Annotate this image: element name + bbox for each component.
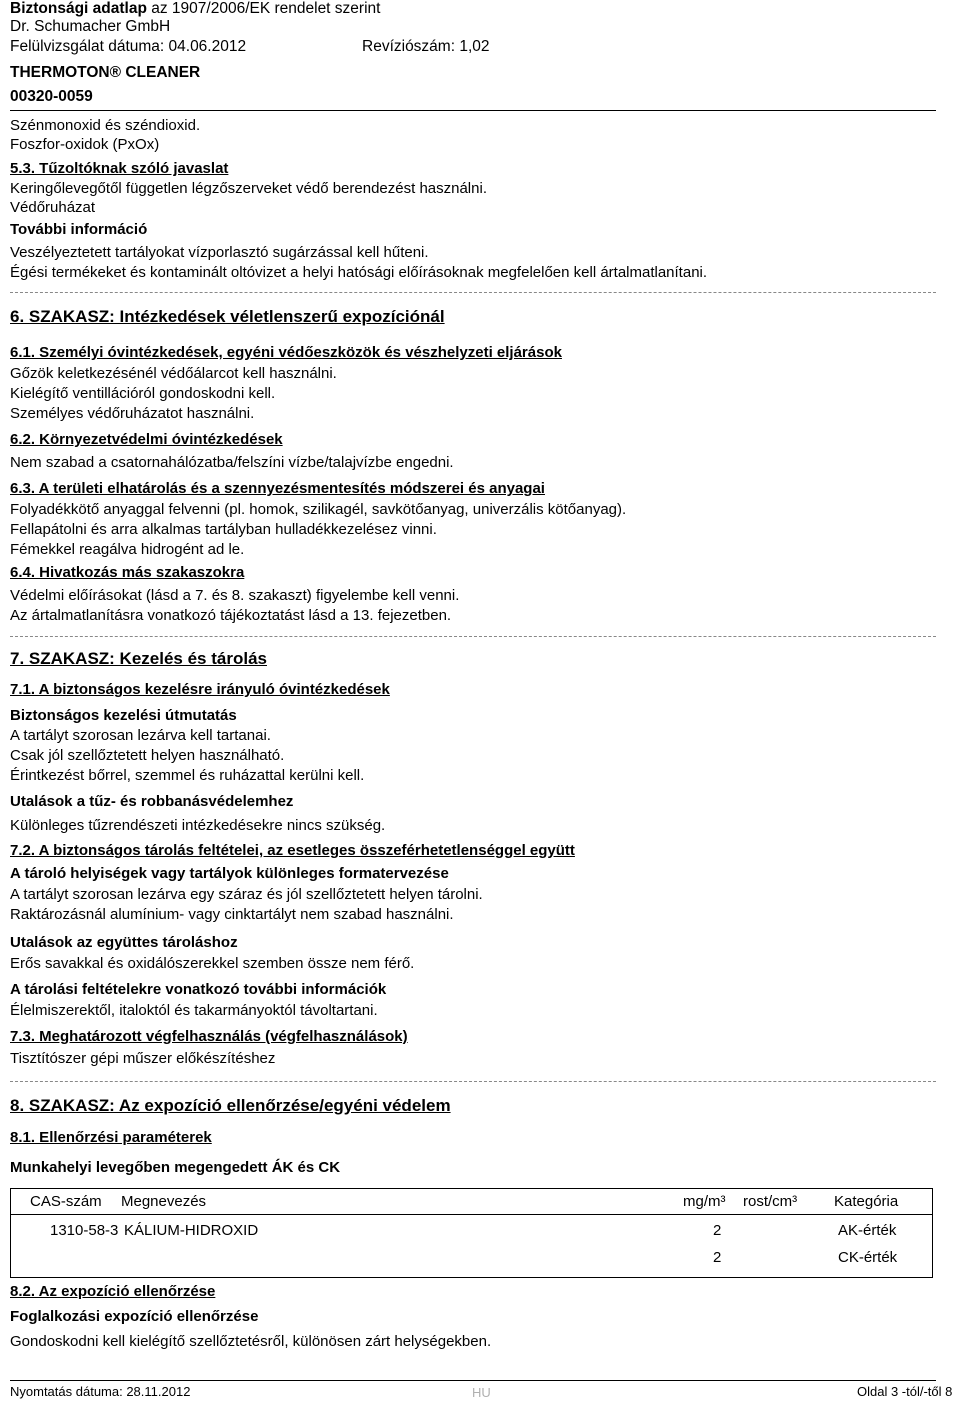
company-name: Dr. Schumacher GmbH (10, 18, 171, 35)
sub-heading: Utalások a tűz- és robbanásvédelemhez (10, 793, 294, 810)
subsection-heading: 7.3. Meghatározott végfelhasználás (végfelhasználások) (10, 1028, 408, 1045)
revision-number: Revíziószám: 1,02 (362, 38, 490, 55)
text-line: Védelmi előírásokat (lásd a 7. és 8. szakaszt) figyelembe kell venni. (10, 587, 460, 604)
sub-heading: További információ (10, 221, 148, 238)
subsection-heading: 6.4. Hivatkozás más szakaszokra (10, 564, 245, 581)
text-line: Személyes védőruházatot használni. (10, 405, 255, 422)
section-title: 7. SZAKASZ: Kezelés és tárolás (10, 649, 267, 668)
text-line: Nem szabad a csatornahálózatba/felszíni vízbe/talajvízbe engedni. (10, 454, 454, 471)
subsection-heading: 8.2. Az expozíció ellenőrzése (10, 1283, 216, 1300)
doc-type: Biztonsági adatlap (10, 0, 147, 17)
text-line: Élelmiszerektől, italoktól és takarmányoktól távoltartani. (10, 1002, 378, 1019)
sub-heading: Foglalkozási expozíció ellenőrzése (10, 1308, 259, 1325)
col-header-cas: CAS-szám (30, 1193, 102, 1210)
cell-mg: 2 (713, 1249, 722, 1266)
text-line: Fémekkel reagálva hidrogént ad le. (10, 541, 245, 558)
text-line: Érintkezést bőrrel, szemmel és ruházattal kerülni kell. (10, 767, 365, 784)
header-divider (10, 110, 936, 111)
text-line: Tisztítószer gépi műszer előkészítéshez (10, 1050, 276, 1067)
table-header-divider (10, 1214, 932, 1215)
sub-heading: Munkahelyi levegőben megengedett ÁK és CK (10, 1159, 341, 1176)
subsection-heading: 7.1. A biztonságos kezelésre irányuló óvintézkedések (10, 681, 390, 698)
col-header-category: Kategória (834, 1193, 899, 1210)
cell-category: AK-érték (838, 1222, 897, 1239)
col-header-mg: mg/m³ (683, 1193, 726, 1210)
sub-heading: Biztonságos kezelési útmutatás (10, 707, 237, 724)
text-line: Gondoskodni kell kielégítő szellőztetésről, különösen zárt helységekben. (10, 1333, 492, 1350)
table-right-border (932, 1188, 933, 1278)
text-line: Különleges tűzrendészeti intézkedésekre nincs szükség. (10, 817, 386, 834)
table-top-border (10, 1188, 932, 1189)
subsection-heading: 8.1. Ellenőrzési paraméterek (10, 1129, 212, 1146)
section-divider (10, 292, 936, 293)
section-divider (10, 1081, 936, 1082)
text-line: Gőzök keletkezésénél védőálarcot kell használni. (10, 365, 337, 382)
subsection-heading: 5.3. Tűzoltóknak szóló javaslat (10, 160, 229, 177)
table-bottom-border (10, 1277, 932, 1278)
subsection-heading: 7.2. A biztonságos tárolás feltételei, az esetleges összeférhetetlenséggel együtt (10, 842, 575, 859)
text-line: A tartályt szorosan lezárva kell tartanai. (10, 727, 271, 744)
text-line: Csak jól szellőztetett helyen használható. (10, 747, 285, 764)
text-line: Folyadékkötő anyaggal felvenni (pl. homok, szilikagél, savkötőanyag, univerzális kötőanyag). (10, 501, 627, 518)
text-line: Égési termékeket és kontaminált oltóvizet a helyi hatósági előírásoknak megfelelően kell ártalmatlanítani. (10, 264, 708, 281)
text-line: Kielégítő ventillációról gondoskodni kell. (10, 385, 276, 402)
review-date: Felülvizsgálat dátuma: 04.06.2012 (10, 38, 247, 55)
text-line: Védőruházat (10, 199, 96, 216)
col-header-fiber: rost/cm³ (743, 1193, 798, 1210)
text-line: Foszfor-oxidok (PxOx) (10, 136, 160, 153)
language-code: HU (472, 1385, 491, 1400)
text-line: Veszélyeztetett tartályokat vízporlasztó sugárzással kell hűteni. (10, 244, 429, 261)
text-line: Fellapátolni és arra alkalmas tartályban hulladékkezelésez vinni. (10, 521, 437, 538)
text-line: Keringőlevegőtől független légzőszerveket védő berendezést használni. (10, 180, 487, 197)
product-code: 00320-0059 (10, 88, 93, 105)
section-divider (10, 636, 936, 637)
text-line: Raktározásnál alumínium- vagy cinktartályt nem szabad használni. (10, 906, 454, 923)
section-title: 8. SZAKASZ: Az expozíció ellenőrzése/egyéni védelem (10, 1096, 451, 1115)
section-title: 6. SZAKASZ: Intézkedések véletlenszerű expozíciónál (10, 307, 445, 326)
regulation-ref: az 1907/2006/EK rendelet szerint (146, 0, 381, 17)
subsection-heading: 6.3. A területi elhatárolás és a szennyezésmentesítés módszerei és anyagai (10, 480, 545, 497)
table-left-border (10, 1188, 11, 1278)
text-line: Szénmonoxid és széndioxid. (10, 117, 201, 134)
product-name: THERMOTON® CLEANER (10, 64, 201, 81)
subsection-heading: 6.1. Személyi óvintézkedések, egyéni védőeszközök és vészhelyzeti eljárások (10, 344, 562, 361)
subsection-heading: 6.2. Környezetvédelmi óvintézkedések (10, 431, 283, 448)
cell-category: CK-érték (838, 1249, 898, 1266)
print-date: Nyomtatás dátuma: 28.11.2012 (10, 1384, 191, 1399)
text-line: Az ártalmatlanításra vonatkozó tájékoztatást lásd a 13. fejezetben. (10, 607, 452, 624)
footer-divider (10, 1380, 936, 1381)
text-line: A tartályt szorosan lezárva egy száraz és jól szellőztetett helyen tárolni. (10, 886, 483, 903)
document-type-label (10, 0, 380, 18)
page-number: Oldal 3 -tól/-től 8 (857, 1384, 953, 1399)
sub-heading: A tároló helyiségek vagy tartályok különleges formatervezése (10, 865, 449, 882)
sub-heading: Utalások az együttes tároláshoz (10, 934, 238, 951)
text-line: Erős savakkal és oxidálószerekkel szemben össze nem férő. (10, 955, 415, 972)
cell-cas: 1310-58-3 (50, 1222, 119, 1239)
cell-name: KÁLIUM-HIDROXID (124, 1222, 259, 1239)
col-header-name: Megnevezés (121, 1193, 207, 1210)
cell-mg: 2 (713, 1222, 722, 1239)
sub-heading: A tárolási feltételekre vonatkozó további információk (10, 981, 387, 998)
